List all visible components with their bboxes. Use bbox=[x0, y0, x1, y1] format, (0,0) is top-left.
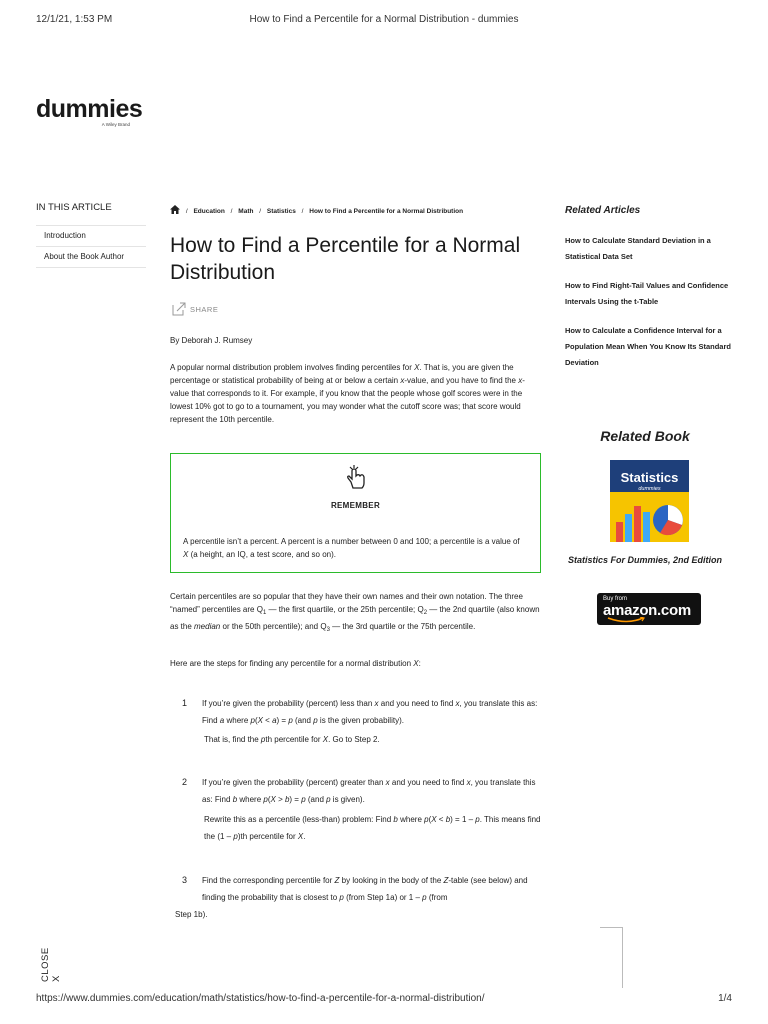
author-byline: By Deborah J. Rumsey bbox=[170, 336, 253, 345]
related-article-link[interactable]: How to Calculate a Confidence Interval for a Population Mean When You Know Its Standard Deviation bbox=[565, 326, 731, 367]
step-number: 2 bbox=[182, 777, 188, 787]
book-title-link[interactable]: Statistics For Dummies, 2nd Edition bbox=[567, 555, 723, 565]
related-article-link[interactable]: How to Calculate Standard Deviation in a Statistical Data Set bbox=[565, 236, 711, 261]
remember-text: A percentile isn’t a percent. A percent is a number between 0 and 100; a percentile is a value of X (a height, an IQ, a test score, and so on). bbox=[183, 537, 520, 559]
remember-callout bbox=[170, 453, 541, 573]
step-text-continued: Step 1b). bbox=[175, 910, 208, 919]
book-cover[interactable] bbox=[610, 460, 689, 542]
toc-heading: IN THIS ARTICLE bbox=[36, 202, 112, 213]
step-text: Find the corresponding percentile for Z by looking in the body of the Z-table (see below) and finding the probability that is closest to p (from Step 1a) or 1 – p (from bbox=[202, 876, 528, 902]
share-label: SHARE bbox=[190, 305, 219, 314]
print-footer bbox=[36, 993, 732, 1007]
finger-tap-icon bbox=[345, 464, 367, 490]
in-this-article bbox=[36, 202, 146, 268]
related-article-link[interactable]: How to Find Right-Tail Values and Confidence Intervals Using the t-Table bbox=[565, 281, 729, 306]
print-page-number: 1/4 bbox=[718, 993, 732, 1004]
step-item bbox=[170, 695, 542, 755]
cover-title: Statistics bbox=[620, 470, 679, 485]
steps-intro-paragraph: Here are the steps for finding any percentile for a normal distribution X: bbox=[170, 659, 421, 668]
related-articles bbox=[565, 205, 745, 384]
breadcrumb-separator: / bbox=[259, 208, 262, 215]
print-header bbox=[36, 14, 732, 28]
cover-brand: dummies bbox=[638, 486, 661, 492]
amazon-smile-icon bbox=[607, 617, 647, 623]
breadcrumb bbox=[170, 205, 463, 215]
dummies-logo[interactable] bbox=[36, 95, 143, 128]
cover-chart-illustration bbox=[610, 492, 689, 542]
amazon-brand: amazon.com bbox=[603, 602, 691, 619]
print-datetime: 12/1/21, 1:53 PM bbox=[36, 14, 113, 25]
step-subtext: Rewrite this as a percentile (less-than) problem: Find b where p(X < b) = 1 – p. This means find the (1 – p)th percentile for X. bbox=[204, 815, 541, 841]
related-book-heading: Related Book bbox=[600, 428, 690, 444]
share-icon bbox=[172, 302, 186, 316]
related-articles-heading: Related Articles bbox=[565, 205, 641, 216]
print-url: https://www.dummies.com/education/math/statistics/how-to-find-a-percentile-for-a-normal-distribution/ bbox=[36, 993, 485, 1004]
home-icon[interactable] bbox=[170, 205, 180, 214]
logo-tagline: A Wiley Brand bbox=[101, 122, 130, 127]
step-item bbox=[170, 774, 542, 844]
breadcrumb-separator: / bbox=[230, 208, 233, 215]
step-text: If you’re given the probability (percent) greater than x and you need to find x, you translate this as: Find b where p(X > b) = p (and p is given). bbox=[202, 778, 536, 804]
toc-item-about-author[interactable]: About the Book Author bbox=[36, 247, 146, 268]
toc-item-introduction[interactable]: Introduction bbox=[36, 225, 146, 247]
step-number: 3 bbox=[182, 875, 188, 885]
close-ad-button[interactable]: CLOSE X bbox=[40, 947, 62, 982]
share-button[interactable] bbox=[172, 302, 218, 316]
named-percentiles-paragraph: Certain percentiles are so popular that they have their own names and their own notation. The three “named” percentiles are $Q_1$ — the first quartile, or the 25th percentile; $Q_2$ — the 2nd quartile (also known as the median or the 50th percentile); and $Q_3$ — the 3rd quartile or the 75th percentile. bbox=[170, 592, 540, 633]
step-subtext: That is, find the pth percentile for X. Go to Step 2. bbox=[204, 735, 380, 744]
logo-word: dummies bbox=[36, 95, 143, 123]
remember-label: REMEMBER bbox=[330, 501, 381, 510]
print-title: How to Find a Percentile for a Normal Distribution - dummies bbox=[249, 14, 519, 25]
ad-frame bbox=[600, 927, 623, 988]
buy-from-amazon-button[interactable] bbox=[597, 593, 701, 625]
step-item bbox=[170, 872, 542, 922]
breadcrumb-education[interactable]: Education bbox=[193, 208, 225, 215]
intro-paragraph: A popular normal distribution problem involves finding percentiles for X. That is, you are given the percentage or statistical probability of being at or below a certain x-value, and you have to find the x-value that corresponds to it. For example, if you know that the people whose golf scores were in the lowest 10% got to go to a tournament, you may wonder what the cutoff score was; that score would represent the 10th percentile. bbox=[170, 363, 525, 424]
breadcrumb-current: How to Find a Percentile for a Normal Distribution bbox=[309, 208, 464, 215]
breadcrumb-separator: / bbox=[301, 208, 304, 215]
step-text: If you’re given the probability (percent) less than x and you need to find x, you translate this as: Find a where p(X < a) = p (and p is the given probability). bbox=[202, 699, 538, 725]
page-title: How to Find a Percentile for a Normal Distribution bbox=[170, 234, 521, 284]
breadcrumb-separator: / bbox=[185, 208, 188, 215]
breadcrumb-math[interactable]: Math bbox=[238, 208, 254, 215]
amazon-buy-label: Buy from bbox=[603, 596, 628, 602]
breadcrumb-statistics[interactable]: Statistics bbox=[266, 208, 296, 215]
step-number: 1 bbox=[182, 698, 188, 708]
